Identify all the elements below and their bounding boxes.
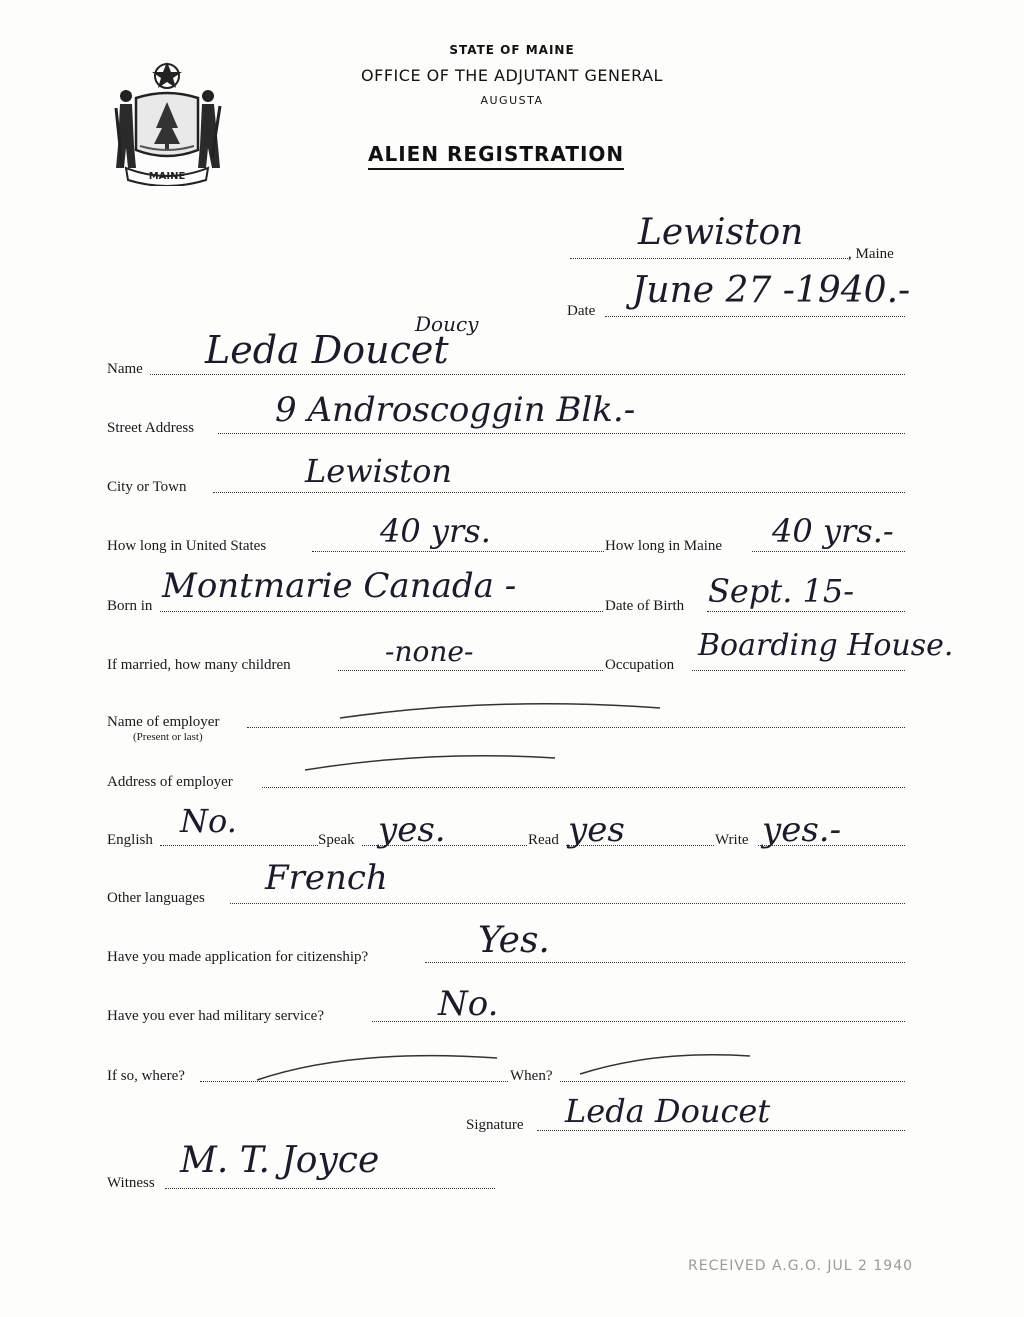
born-in-line xyxy=(160,611,603,612)
received-stamp: RECEIVED A.G.O. JUL 2 1940 xyxy=(688,1258,914,1274)
employer-address-line xyxy=(262,787,905,788)
svg-text:MAINE: MAINE xyxy=(148,171,186,182)
military-value: No. xyxy=(438,984,499,1024)
citizenship-line xyxy=(425,962,905,963)
date-value: June 27 -1940.- xyxy=(632,270,911,311)
read-value: yes xyxy=(568,810,625,850)
citizenship-value: Yes. xyxy=(478,920,550,961)
occupation-value: Boarding House. xyxy=(698,628,954,663)
born-in-label: Born in xyxy=(107,598,153,614)
street-address-value: 9 Androscoggin Blk.- xyxy=(275,390,636,430)
children-label: If married, how many children xyxy=(107,657,291,673)
witness-value: M. T. Joyce xyxy=(180,1140,380,1181)
city-town-label: City or Town xyxy=(107,479,187,495)
city-town-line xyxy=(213,492,905,493)
signature-line xyxy=(537,1130,905,1131)
employer-name-label: Name of employer xyxy=(107,714,220,730)
city-town-value: Lewiston xyxy=(305,452,452,490)
street-address-label: Street Address xyxy=(107,420,195,436)
employer-name-sublabel: (Present or last) xyxy=(133,731,203,743)
place-suffix: , Maine xyxy=(848,246,894,262)
employer-address-label: Address of employer xyxy=(107,774,233,790)
place-value: Lewiston xyxy=(638,212,804,253)
english-value: No. xyxy=(180,802,237,840)
employer-address-dash-stroke xyxy=(300,752,560,776)
children-value: -none- xyxy=(385,635,474,668)
write-label: Write xyxy=(715,832,749,848)
header-state: STATE OF MAINE xyxy=(449,43,575,57)
name-value: Leda Doucet xyxy=(205,328,449,372)
form-title: ALIEN REGISTRATION xyxy=(368,142,624,170)
header-office: OFFICE OF THE ADJUTANT GENERAL xyxy=(361,66,663,85)
english-label: English xyxy=(107,832,153,848)
date-of-birth-label: Date of Birth xyxy=(605,598,685,614)
how-long-maine-value: 40 yrs.- xyxy=(772,512,894,550)
name-correction: Doucy xyxy=(415,312,479,336)
write-value: yes.- xyxy=(762,810,842,850)
if-so-where-label: If so, where? xyxy=(107,1068,185,1084)
when-dash-stroke xyxy=(575,1050,755,1080)
when-line xyxy=(560,1081,905,1082)
witness-line xyxy=(165,1188,495,1189)
how-long-us-line xyxy=(312,551,604,552)
signature-value: Leda Doucet xyxy=(565,1092,771,1130)
occupation-line xyxy=(692,670,905,671)
citizenship-label: Have you made application for citizenship? xyxy=(107,949,369,965)
how-long-us-value: 40 yrs. xyxy=(380,512,491,550)
place-line xyxy=(570,258,850,259)
speak-value: yes. xyxy=(378,810,446,850)
military-label: Have you ever had military service? xyxy=(107,1008,324,1024)
born-in-value: Montmarie Canada - xyxy=(162,566,517,606)
if-so-where-dash-stroke xyxy=(252,1048,502,1084)
when-label: When? xyxy=(510,1068,553,1084)
how-long-maine-label: How long in Maine xyxy=(605,538,723,554)
date-of-birth-value: Sept. 15- xyxy=(708,572,855,610)
employer-name-dash-stroke xyxy=(335,698,665,728)
name-label: Name xyxy=(107,361,143,377)
date-of-birth-line xyxy=(707,611,905,612)
date-label: Date xyxy=(567,303,596,319)
speak-label: Speak xyxy=(318,832,355,848)
witness-label: Witness xyxy=(107,1175,155,1191)
how-long-maine-line xyxy=(752,551,905,552)
how-long-us-label: How long in United States xyxy=(107,538,267,554)
other-languages-line xyxy=(230,903,905,904)
occupation-label: Occupation xyxy=(605,657,675,673)
english-line xyxy=(160,845,318,846)
name-line xyxy=(150,374,905,375)
header-city: AUGUSTA xyxy=(480,94,544,107)
signature-label: Signature xyxy=(466,1117,524,1133)
read-label: Read xyxy=(528,832,559,848)
street-address-line xyxy=(218,433,905,434)
children-line xyxy=(338,670,603,671)
date-line xyxy=(605,316,905,317)
other-languages-value: French xyxy=(265,858,388,898)
other-languages-label: Other languages xyxy=(107,890,205,906)
